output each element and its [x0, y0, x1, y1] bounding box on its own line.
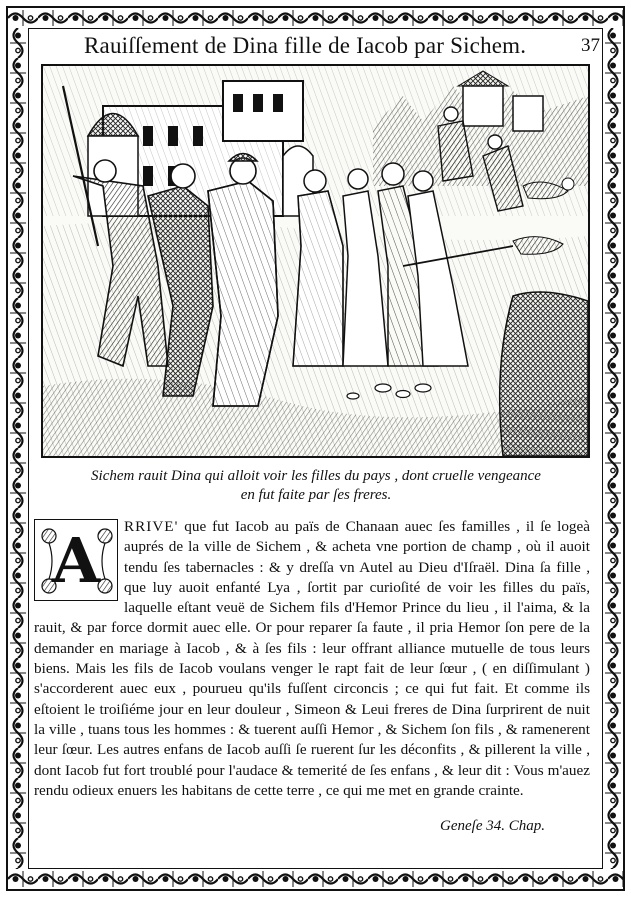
- ornament-band-bottom: [8, 869, 623, 889]
- body-text: que fut Iacob au païs de Chanaan auec ſes familles , il ſe logeà auprés de la ville de Sichem , & acheta vne portion de champ , où il auoit tendu ſes tabernacles : & y dreſſa vn Autel au Dieu d'Iſraël. Dina ſa fille , que luy auoit enfanté Lya , ſortit par curioſité de voir les filles du païs, laquelle eſtant veuë de Sichem fils d'Hemor Prince du lieu , il l'aima, & la rauit, & par force dormit auec elle. Or pour reparer ſa faute , il pria Hemor ſon pere de la demander en mariage à Iacob , & à ſes fils : leur offrant alliance mutuelle de tous leurs biens. Mais les fils de Iacob voulans venger le rapt fait de leur ſœur , ( en diſſimulant ) s'accorderent auec eux , pourueu qu'ils fuſſent circoncis ; ce qui fut fait. Et comme ils eſtoient le troiſiéme jour en leur douleur , Simeon & Leui freres de Dina ſurprirent de nuit la ville , tuans tous les hommes : & tuerent auſſi Hemor , & Sichem ſon fils , & ramenerent leur ſœur. Les autres enfans de Iacob auſſi ſe ruerent ſur les déconfits , & pillerent la ville , dont Iacob fut fort troublé pour l'audace & temerité de ſes enfans , & leur dit : Vous m'auez rendu odieux enuers les habitans de cette terre , ce qui me met en grande crainte.: [34, 518, 590, 799]
- caption-line-1: Sichem rauit Dina qui alloit voir les filles du pays , dont cruelle vengeance: [91, 468, 541, 484]
- drop-cap-letter: A: [51, 524, 101, 597]
- ornament-band-right: [603, 28, 623, 869]
- body-lead-word: RRIVE': [124, 518, 179, 535]
- page-header: [40, 31, 600, 61]
- page-title: Rauiſſement de Dina fille de Iacob par Sichem.: [84, 33, 527, 58]
- ornament-band-top: [8, 8, 623, 28]
- scripture-reference: Geneſe 34. Chap.: [440, 818, 545, 834]
- page-number: 37: [581, 35, 600, 56]
- caption-line-2: en fut faite par ſes freres.: [240, 487, 392, 503]
- illustration-caption: [40, 467, 592, 505]
- woodcut-illustration: [41, 64, 590, 458]
- body-paragraph: [34, 517, 590, 801]
- ornament-band-left: [8, 28, 28, 869]
- drop-cap: [34, 519, 118, 601]
